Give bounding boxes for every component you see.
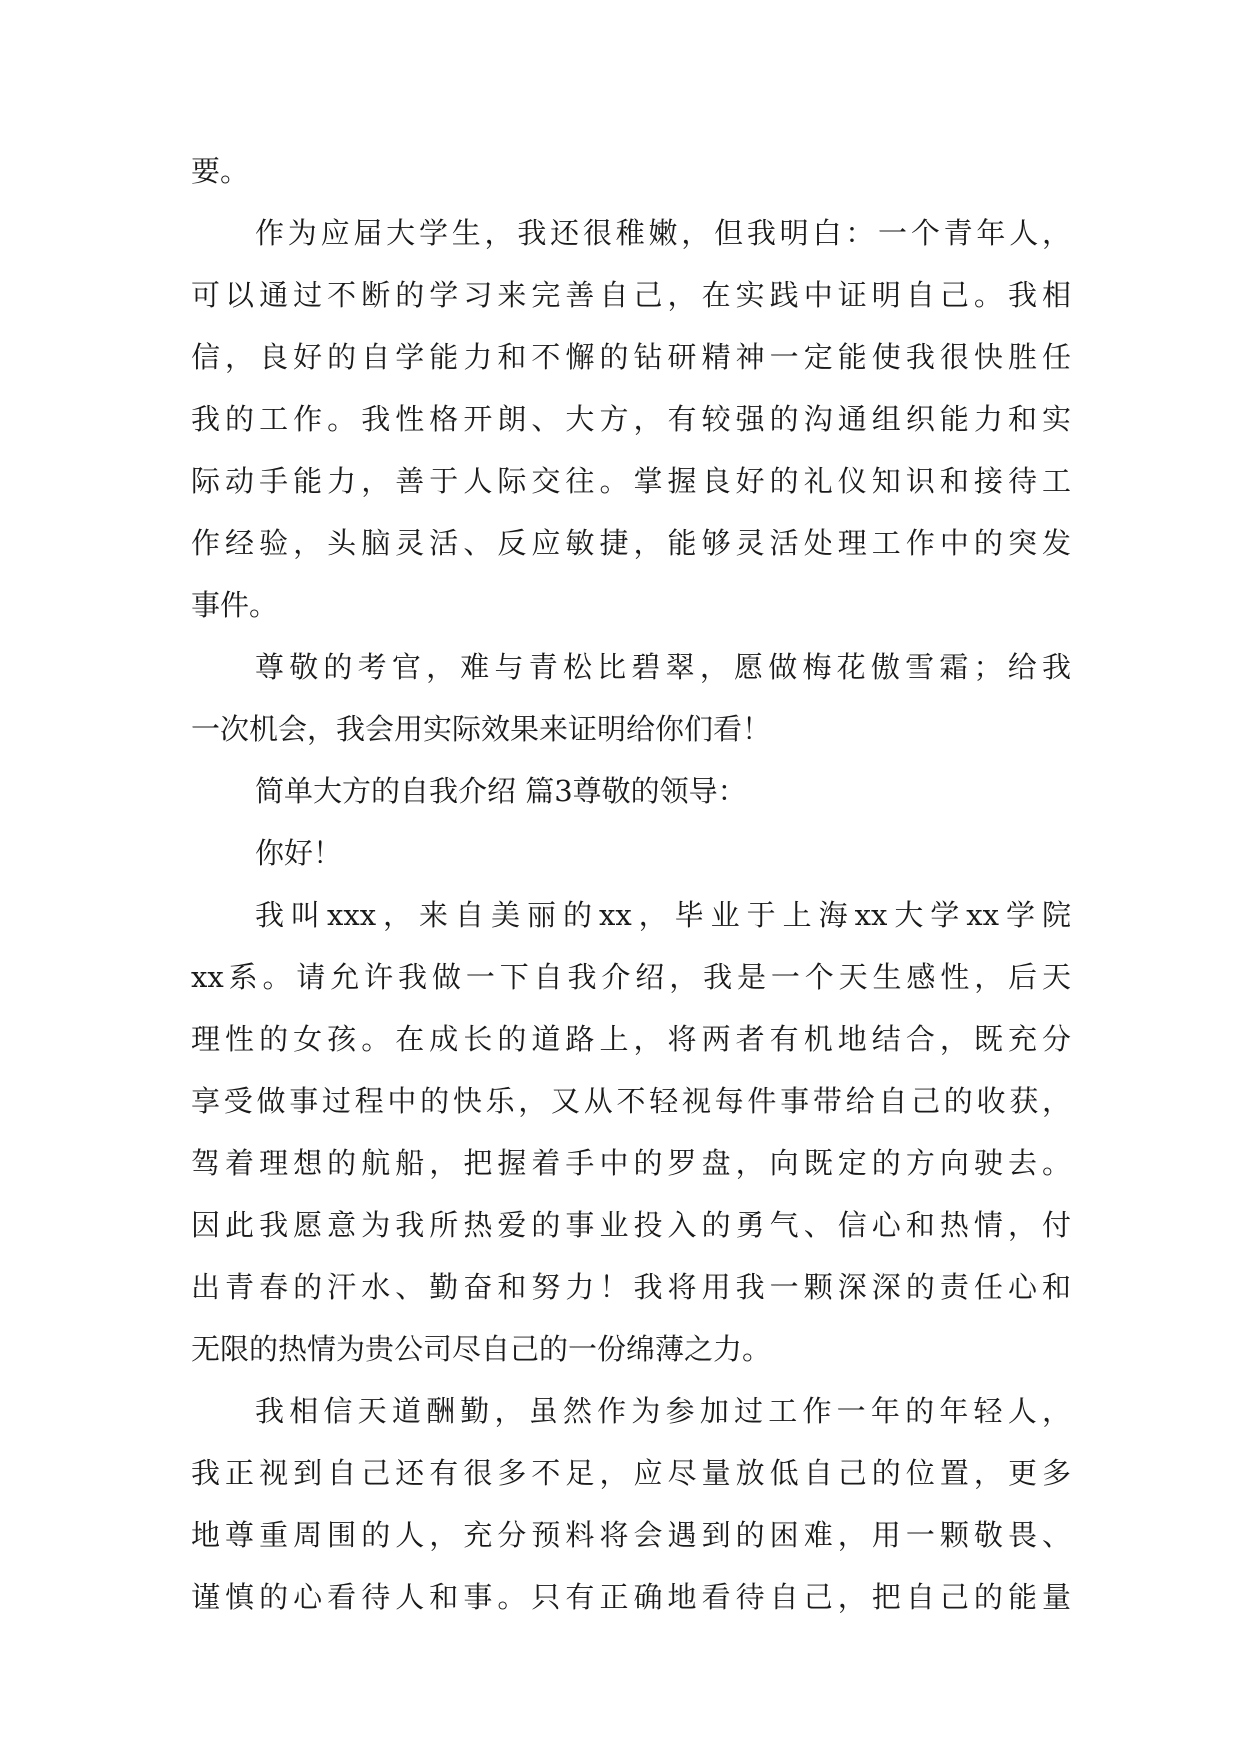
text-line: 尊敬的考官，难与青松比碧翠，愿做梅花傲雪霜；给我 (255, 650, 1071, 684)
text-line: 我叫xxx，来自美丽的xx，毕业于上海xx大学xx学院 (255, 898, 1071, 932)
text-line: 我正视到自己还有很多不足，应尽量放低自己的位置，更多 (191, 1456, 1071, 1490)
text-line: 事件。 (191, 588, 279, 622)
text-line: 我相信天道酬勤，虽然作为参加过工作一年的年轻人， (255, 1394, 1071, 1428)
text-line: xx系。请允许我做一下自我介绍，我是一个天生感性，后天 (191, 960, 1071, 994)
text-line: 驾着理想的航船，把握着手中的罗盘，向既定的方向驶去。 (191, 1146, 1071, 1180)
text-line: 出青春的汗水、勤奋和努力！我将用我一颗深深的责任心和 (191, 1270, 1071, 1304)
text-line: 无限的热情为贵公司尽自己的一份绵薄之力。 (191, 1332, 772, 1366)
document-body (191, 140, 1071, 1628)
text-line: 享受做事过程中的快乐，又从不轻视每件事带给自己的收获， (191, 1084, 1071, 1118)
text-line: 地尊重周围的人，充分预料将会遇到的困难，用一颗敬畏、 (191, 1518, 1071, 1552)
text-line: 一次机会，我会用实际效果来证明给你们看！ (191, 712, 772, 746)
text-line: 要。 (191, 154, 250, 188)
text-line: 因此我愿意为我所热爱的事业投入的勇气、信心和热情，付 (191, 1208, 1071, 1242)
text-line: 作经验，头脑灵活、反应敏捷，能够灵活处理工作中的突发 (191, 526, 1071, 560)
text-line: 理性的女孩。在成长的道路上，将两者有机地结合，既充分 (191, 1022, 1071, 1056)
text-line: 简单大方的自我介绍 篇3尊敬的领导： (255, 774, 747, 808)
text-line: 可以通过不断的学习来完善自己，在实践中证明自己。我相 (191, 278, 1071, 312)
text-line: 谨慎的心看待人和事。只有正确地看待自己，把自己的能量 (191, 1580, 1071, 1614)
text-line: 信，良好的自学能力和不懈的钻研精神一定能使我很快胜任 (191, 340, 1071, 374)
text-line: 我的工作。我性格开朗、大方，有较强的沟通组织能力和实 (191, 402, 1071, 436)
text-line: 你好！ (255, 836, 343, 870)
text-line: 际动手能力，善于人际交往。掌握良好的礼仪知识和接待工 (191, 464, 1071, 498)
text-line: 作为应届大学生，我还很稚嫩，但我明白：一个青年人， (255, 216, 1071, 250)
